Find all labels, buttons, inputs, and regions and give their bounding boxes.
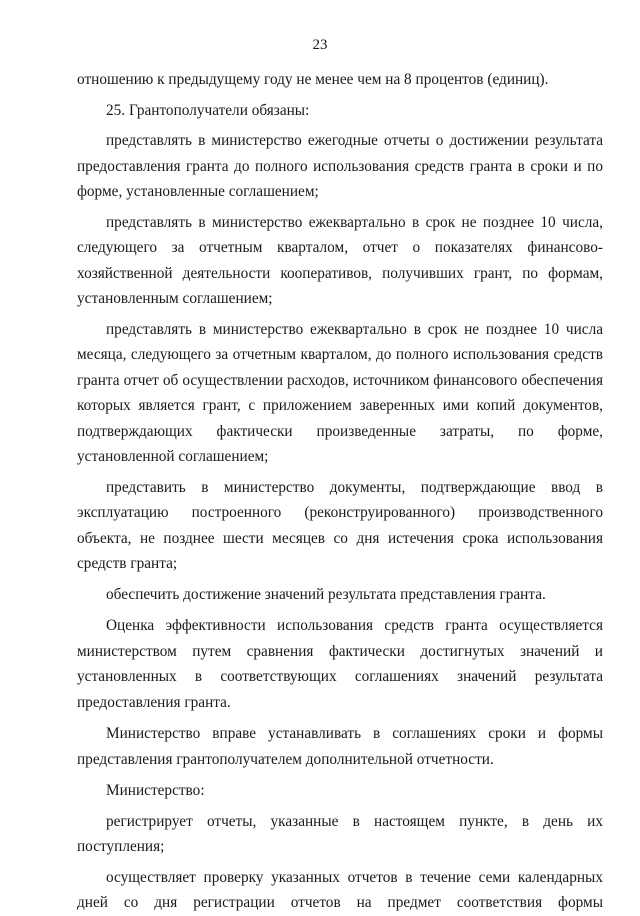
paragraph-quarterly-financial-report: представлять в министерство ежеквартально в срок не позднее 10 числа, следующего за отчетным кварталом, отчет о показателях финансово-хозяйственной деятельности кооперативов, получивших грант, по формам, установленным соглашением; (77, 213, 603, 307)
paragraph-quarterly-expenses-report: представлять в министерство ежеквартально в срок не позднее 10 числа месяца, следующего за отчетным кварталом, до полного использования средств гранта отчет об осуществлении расходов, источником финансового обеспечения которых является грант, с приложением заверенных ими копий документов, подтверждающих фактически произведенные затраты, по форме, установленной соглашением; (77, 320, 603, 465)
paragraph-verifies-reports: осуществляет проверку указанных отчетов в течение семи календарных дней со дня регистрации отчетов на предмет соответствия формы (77, 868, 603, 911)
paragraph-continuation: отношению к предыдущему году не менее чем на 8 процентов (единиц). (77, 71, 549, 88)
paragraph-additional-reporting: Министерство вправе устанавливать в соглашениях сроки и формы представления грантополучателем дополнительной отчетности. (77, 725, 603, 768)
page-number: 23 (312, 37, 328, 53)
document-body (77, 67, 603, 916)
paragraph-registers-reports: регистрирует отчеты, указанные в настоящем пункте, в день их поступления; (77, 812, 603, 855)
paragraph-efficiency-assessment: Оценка эффективности использования средств гранта осуществляется министерством путем сравнения фактически достигнутых значений и установленных в соответствующих соглашениях значений результата предоставления гранта. (77, 617, 603, 711)
paragraph-commissioning-documents: представить в министерство документы, подтверждающие ввод в эксплуатацию построенного (реконструированного) производственного объекта, не позднее шести месяцев со дня истечения срока использования средств гранта; (77, 478, 603, 572)
paragraph-ministry-heading: Министерство: (106, 782, 205, 799)
paragraph-annual-reports: представлять в министерство ежегодные отчеты о достижении результата предоставления гранта до полного использования средств гранта в сроки и по форме, установленные соглашением; (77, 132, 603, 200)
paragraph-ensure-result: обеспечить достижение значений результата представления гранта. (106, 585, 546, 603)
paragraph-section-25-heading: 25. Грантополучатели обязаны: (106, 101, 310, 119)
